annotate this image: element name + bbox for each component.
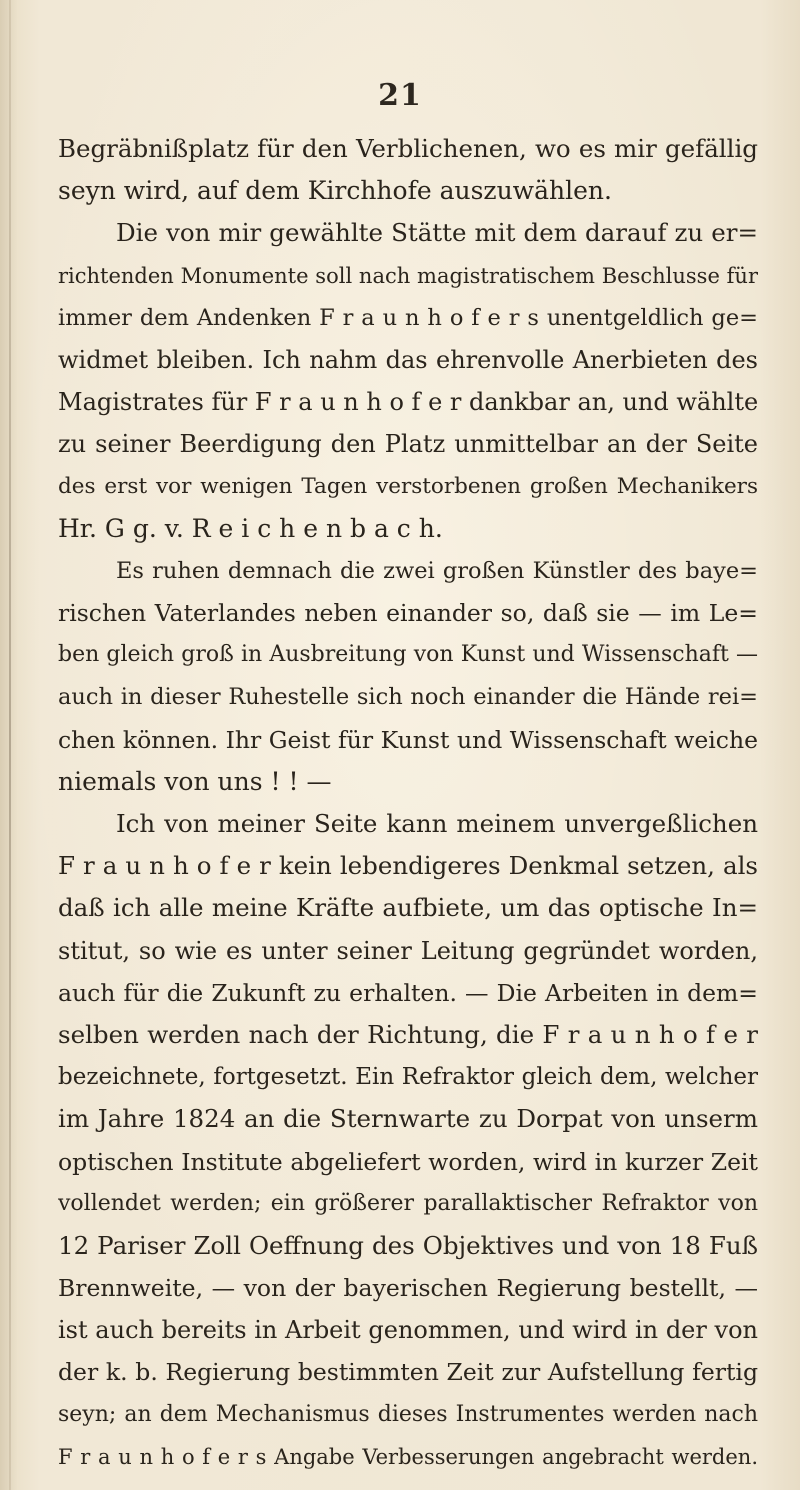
text-line: ist auch bereits in Arbeit genommen, und wird in der von <box>58 1316 758 1345</box>
text-line: auch in dieser Ruhestelle sich noch einander die Hände rei= <box>58 684 758 711</box>
text-line: F r a u n h o f e r s Angabe Verbesserungen angebracht werden. <box>58 1444 758 1469</box>
text-line: auch für die Zukunft zu erhalten. — Die Arbeiten in dem= <box>58 978 758 1007</box>
text-line: seyn; an dem Mechanismus dieses Instrumentes werden nach <box>58 1401 758 1427</box>
text-line: Begräbnißplatz für den Verblichenen, wo es mir gefällig <box>58 134 758 163</box>
text-line: F r a u n h o f e r kein lebendigeres Denkmal setzen, als <box>58 851 758 881</box>
text-line: Ich von meiner Seite kann meinem unvergeßlichen <box>116 809 758 838</box>
text-line: optischen Institute abgeliefert worden, wird in kurzer Zeit <box>58 1147 758 1176</box>
body-text <box>58 128 758 1478</box>
text-line: zu seiner Beerdigung den Platz unmittelbar an der Seite <box>58 430 758 459</box>
text-line: Hr. G g. v. R e i c h e n b a c h. <box>58 513 443 543</box>
text-line: des erst vor wenigen Tagen verstorbenen großen Mechanikers <box>58 473 758 499</box>
text-line: bezeichnete, fortgesetzt. Ein Refraktor gleich dem, welcher <box>58 1064 758 1091</box>
text-line: Es ruhen demnach die zwei großen Künstler des baye= <box>116 557 758 584</box>
text-line: rischen Vaterlandes neben einander so, daß sie — im Le= <box>58 599 758 628</box>
text-line: im Jahre 1824 an die Sternwarte zu Dorpat von unserm <box>58 1104 758 1134</box>
text-line: widmet bleiben. Ich nahm das ehrenvolle Anerbieten des <box>58 345 758 374</box>
text-line: niemals von uns ! ! — <box>58 766 332 796</box>
text-line: Brennweite, — von der bayerischen Regierung bestellt, — <box>58 1274 758 1303</box>
text-line: stitut, so wie es unter seiner Leitung gegründet worden, <box>58 936 758 965</box>
page-number: 21 <box>378 78 422 113</box>
text-line: der k. b. Regierung bestimmten Zeit zur Aufstellung fertig <box>58 1358 758 1387</box>
text-line: Die von mir gewählte Stätte mit dem darauf zu er= <box>116 218 758 248</box>
text-line: seyn wird, auf dem Kirchhofe auszuwählen. <box>58 176 612 206</box>
text-line: selben werden nach der Richtung, die F r a u n h o f e r <box>58 1019 758 1049</box>
binding-gutter <box>9 0 11 1490</box>
text-line: Magistrates für F r a u n h o f e r dankbar an, und wählte <box>58 388 758 417</box>
text-line: richtenden Monumente soll nach magistratischem Beschlusse für <box>58 263 758 288</box>
text-line: immer dem Andenken F r a u n h o f e r s unentgeldlich ge= <box>58 304 758 331</box>
text-line: chen können. Ihr Geist für Kunst und Wissenschaft weiche <box>58 725 758 754</box>
text-line: ben gleich groß in Ausbreitung von Kunst und Wissenschaft — <box>58 642 758 668</box>
text-line: 12 Pariser Zoll Oeffnung des Objektives und von 18 Fuß <box>58 1230 758 1260</box>
text-line: vollendet werden; ein größerer parallaktischer Refraktor von <box>58 1190 758 1216</box>
text-line: daß ich alle meine Kräfte aufbiete, um das optische In= <box>58 893 758 923</box>
